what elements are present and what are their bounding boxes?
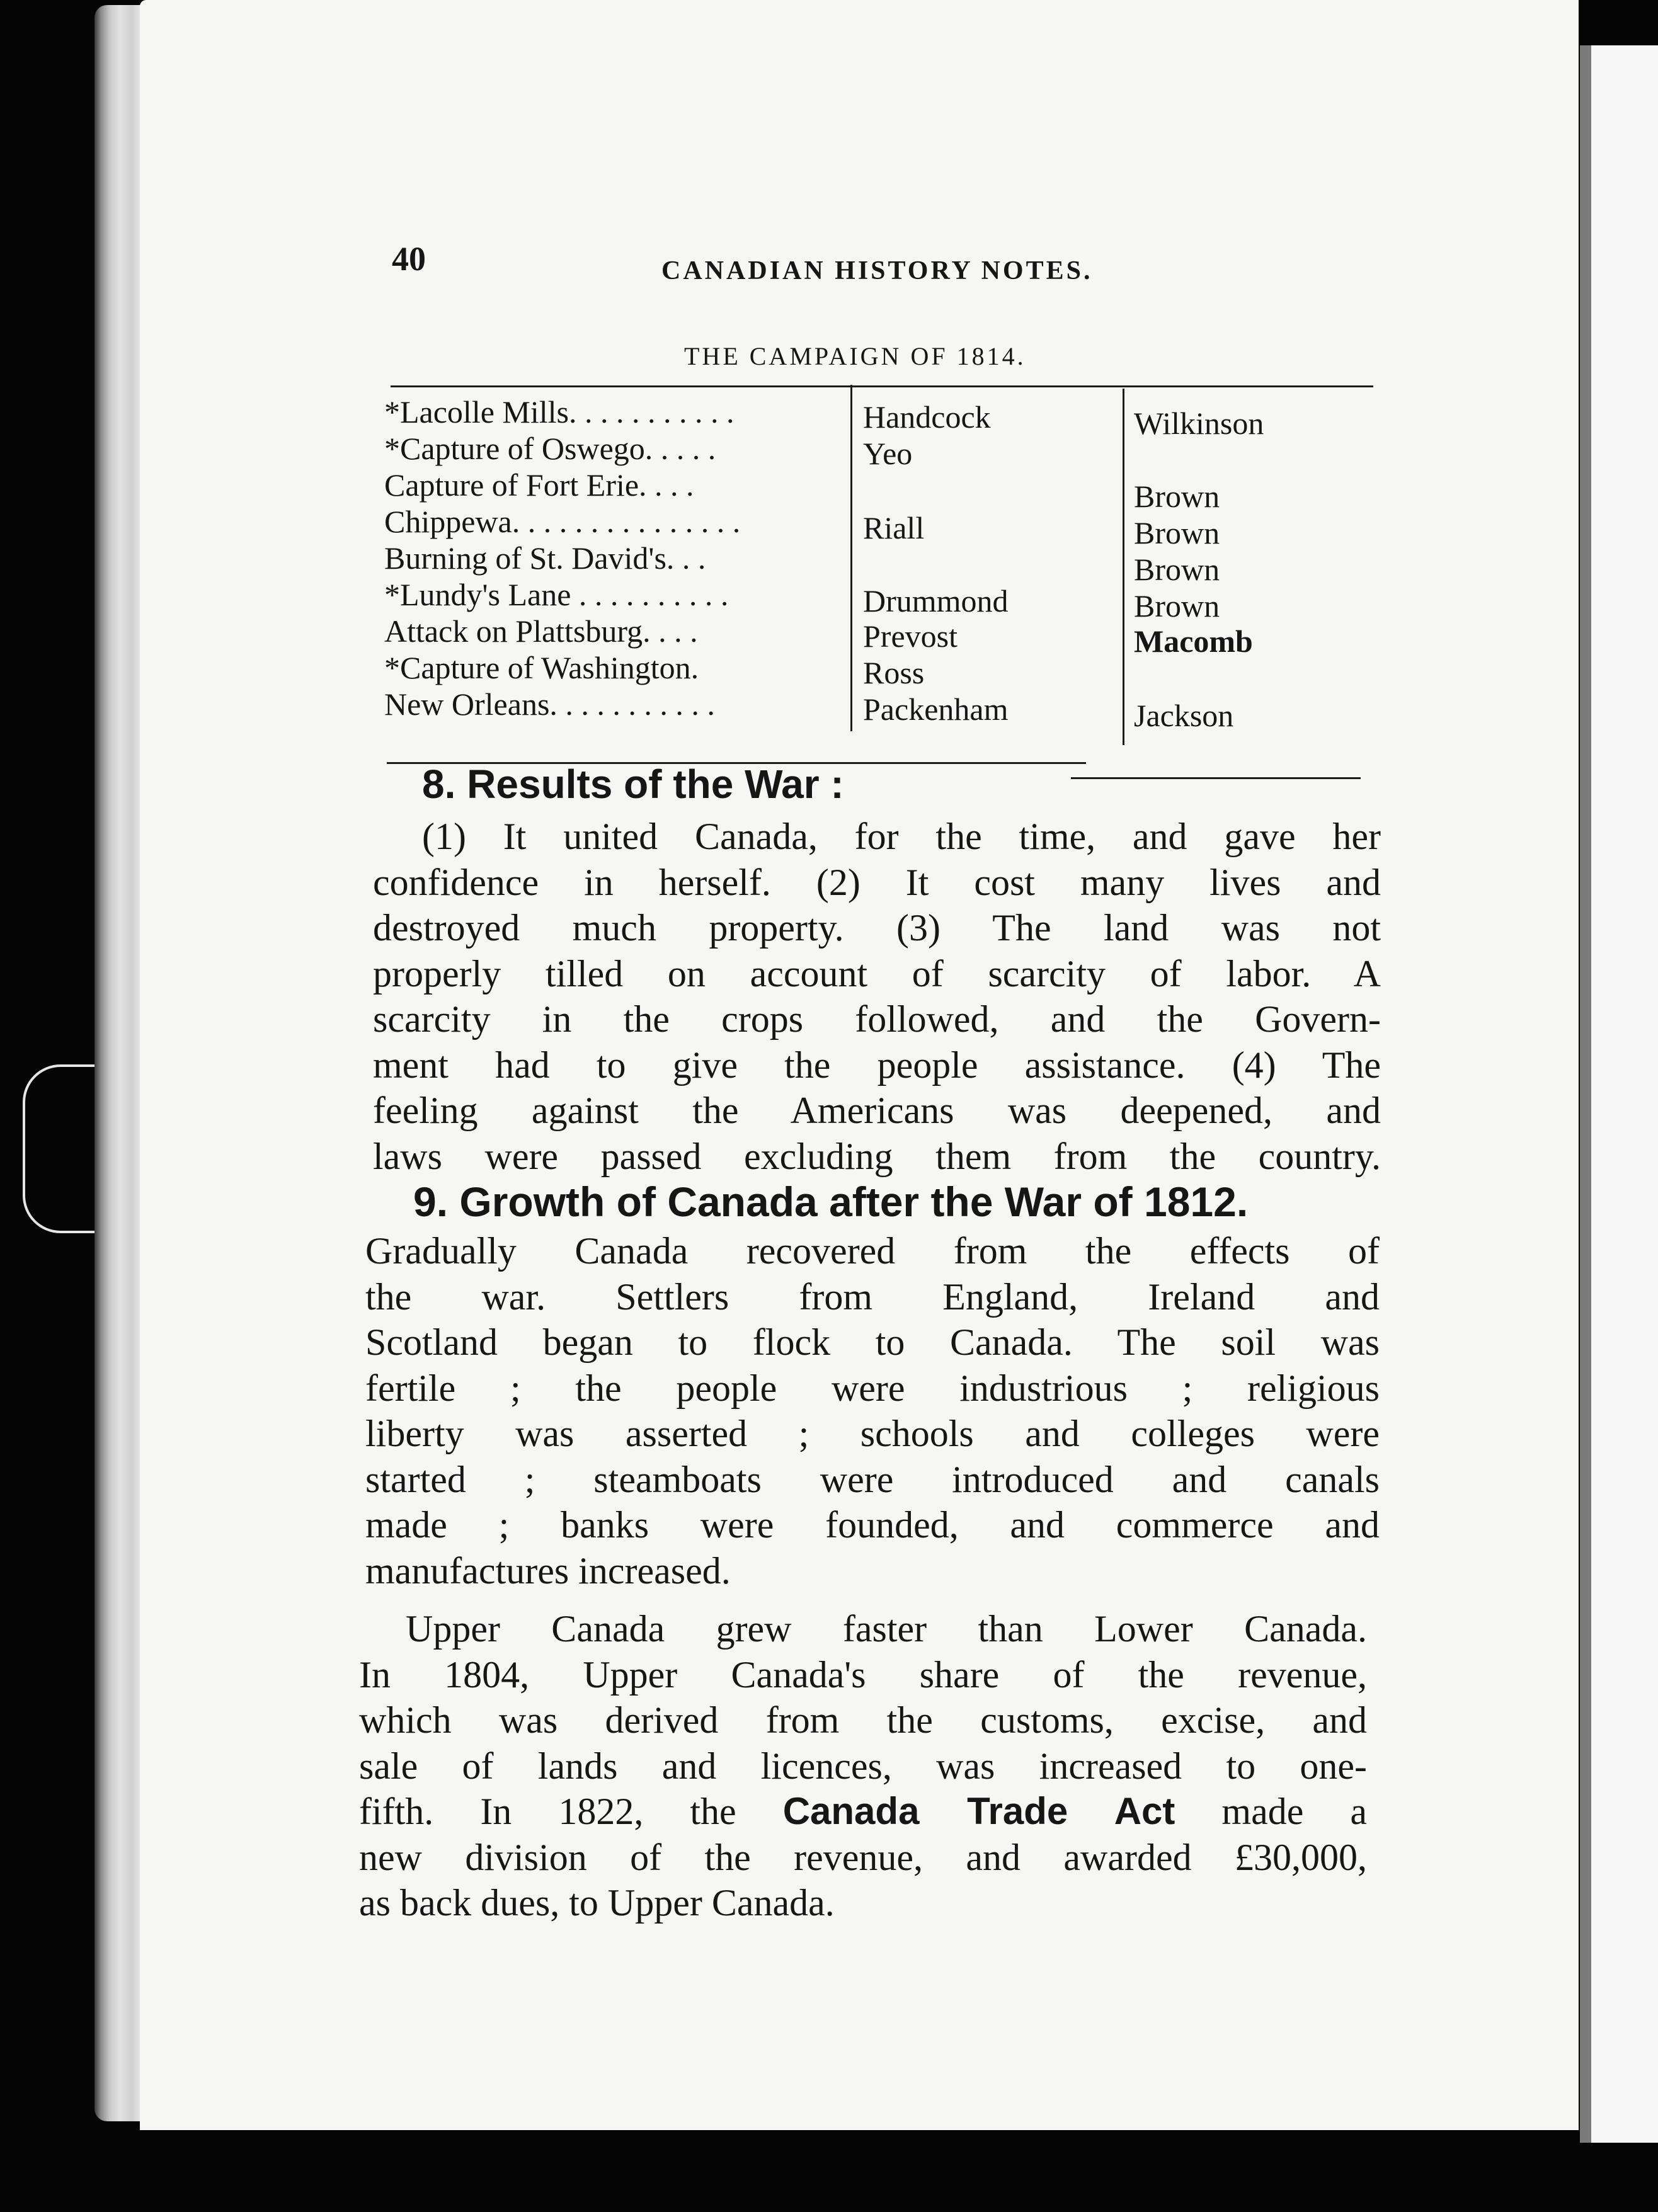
battle-name: Capture of Fort Erie. . . .	[384, 467, 694, 503]
american-commander: Jackson	[1134, 698, 1234, 733]
battle-name: *Lundy's Lane . . . . . . . . . .	[384, 577, 729, 612]
table-row	[384, 394, 1380, 441]
table-row	[384, 503, 1380, 550]
text-line: manufactures increased.	[365, 1549, 731, 1592]
text-line: fertile ; the people were industrious ; religious	[365, 1367, 1380, 1409]
text-line: feeling against the Americans was deepened, and	[373, 1090, 1381, 1131]
american-commander: Macomb	[1134, 624, 1253, 659]
american-commander: Brown	[1134, 552, 1220, 587]
text-line: In 1804, Upper Canada's share of the revenue,	[359, 1653, 1367, 1696]
text-line: scarcity in the crops followed, and the Govern-	[373, 998, 1381, 1040]
text-line: Upper Canada grew faster than Lower Canada.	[406, 1608, 1367, 1650]
text-line: made ; banks were founded, and commerce and	[365, 1504, 1380, 1546]
section-9-heading: 9. Growth of Canada after the War of 1812.	[413, 1178, 1249, 1225]
text-line: which was derived from the customs, excise, and	[359, 1699, 1367, 1741]
table-row	[384, 686, 1380, 733]
book-page-edge	[94, 5, 145, 2121]
text-line: Gradually Canada recovered from the effects of	[365, 1230, 1380, 1272]
american-commander: Brown	[1134, 479, 1220, 514]
british-commander: Packenham	[863, 692, 1009, 727]
table-row	[384, 540, 1380, 587]
section-8-body	[373, 814, 1381, 1179]
text-line: Scotland began to flock to Canada. The soil was	[365, 1321, 1380, 1363]
table-row	[384, 576, 1380, 624]
battle-name: Attack on Plattsburg. . . .	[384, 613, 698, 649]
table-row	[384, 613, 1380, 659]
page-header	[359, 233, 1380, 290]
american-commander: Brown	[1134, 588, 1220, 624]
text-line: the war. Settlers from England, Ireland and	[365, 1275, 1380, 1318]
section-8-heading: 8. Results of the War :	[422, 761, 844, 807]
text-line: sale of lands and licences, was increased to one-	[359, 1745, 1367, 1787]
text-line	[359, 1789, 1367, 1835]
british-commander: Riall	[863, 510, 925, 545]
canada-trade-act: Canada Trade Act	[782, 1790, 1175, 1832]
british-commander: Handcock	[863, 399, 991, 435]
facing-page-edge	[1580, 45, 1658, 2143]
text-line: liberty was asserted ; schools and colleges were	[365, 1413, 1380, 1454]
battle-name: *Capture of Oswego. . . . .	[384, 431, 716, 466]
page-number: 40	[392, 240, 426, 278]
american-commander: Wilkinson	[1134, 406, 1264, 441]
battle-name: Chippewa. . . . . . . . . . . . . . .	[384, 504, 741, 539]
upper-canada-paragraph	[359, 1606, 1367, 1926]
battle-name: *Lacolle Mills. . . . . . . . . . .	[384, 394, 735, 430]
british-commander: Ross	[863, 655, 925, 690]
section-9-body	[365, 1228, 1380, 1593]
table-row	[384, 430, 1380, 471]
text-line: destroyed much property. (3) The land was not	[373, 907, 1381, 949]
text-line: confidence in herself. (2) It cost many lives and	[373, 861, 1381, 903]
text-line: properly tilled on account of scarcity of labor. A	[373, 952, 1381, 995]
bookmark-ribbon	[23, 1064, 94, 1233]
table-bottom-rule	[1071, 777, 1361, 779]
table-top-rule	[391, 385, 1373, 387]
text-line: new division of the revenue, and awarded £30,000,	[359, 1836, 1367, 1878]
battle-name: *Capture of Washington.	[384, 650, 699, 685]
campaign-table-title: THE CAMPAIGN OF 1814.	[684, 342, 1026, 370]
battle-name: Burning of St. David's. . .	[384, 540, 706, 576]
table-row	[384, 649, 1380, 690]
table-row	[384, 467, 1380, 514]
text-line: laws were passed excluding them from the country.	[373, 1135, 1381, 1177]
text-line: (1) It united Canada, for the time, and gave her	[422, 816, 1381, 857]
text-fragment: made a	[1221, 1791, 1367, 1832]
text-line: started ; steamboats were introduced and canals	[365, 1458, 1380, 1500]
british-commander: Drummond	[863, 583, 1009, 619]
running-title: CANADIAN HISTORY NOTES.	[661, 256, 1093, 285]
american-commander: Brown	[1134, 515, 1220, 550]
british-commander: Prevost	[863, 619, 958, 654]
text-line: ment had to give the people assistance. (4) The	[373, 1044, 1381, 1086]
text-fragment: fifth. In 1822, the	[359, 1791, 736, 1832]
battle-name: New Orleans. . . . . . . . . . .	[384, 687, 715, 722]
british-commander: Yeo	[863, 436, 913, 471]
text-line: as back dues, to Upper Canada.	[359, 1882, 835, 1924]
